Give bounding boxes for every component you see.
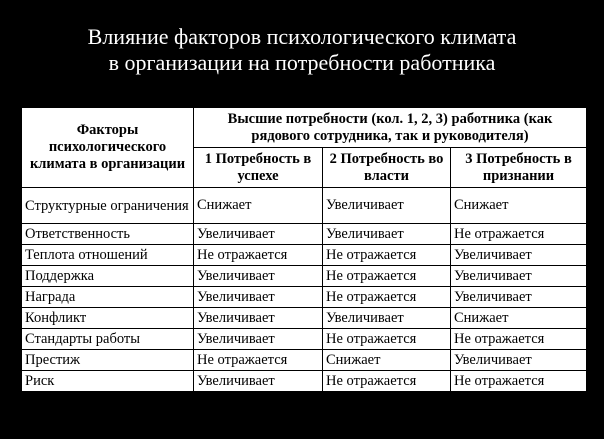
cell-recognition: Снижает [451, 188, 587, 224]
row-factor: Конфликт [22, 308, 194, 329]
cell-success: Увеличивает [194, 224, 323, 245]
table-row [22, 188, 587, 224]
row-factor: Поддержка [22, 266, 194, 287]
row-factor: Риск [22, 371, 194, 392]
cell-recognition: Увеличивает [451, 245, 587, 266]
needs-header: Высшие потребности (кол. 1, 2, 3) работника (как рядового сотрудника, так и руководителя) [194, 108, 587, 148]
column-header-power: 2 Потребность во власти [323, 148, 451, 188]
table-row [22, 308, 587, 329]
title-line-1: Влияние факторов психологического климата [87, 24, 517, 49]
cell-power: Не отражается [323, 371, 451, 392]
cell-power: Не отражается [323, 266, 451, 287]
row-factor: Награда [22, 287, 194, 308]
cell-power: Не отражается [323, 287, 451, 308]
table-row [22, 224, 587, 245]
table-row [22, 245, 587, 266]
cell-success: Снижает [194, 188, 323, 224]
table-row [22, 371, 587, 392]
table-row [22, 329, 587, 350]
cell-recognition: Снижает [451, 308, 587, 329]
cell-recognition: Не отражается [451, 371, 587, 392]
cell-recognition: Увеличивает [451, 350, 587, 371]
cell-recognition: Увеличивает [451, 266, 587, 287]
cell-recognition: Не отражается [451, 224, 587, 245]
slide-title [0, 24, 604, 76]
cell-success: Увеличивает [194, 287, 323, 308]
table-row [22, 350, 587, 371]
table-row [22, 287, 587, 308]
cell-power: Снижает [323, 350, 451, 371]
row-factor: Стандарты работы [22, 329, 194, 350]
row-factor: Престиж [22, 350, 194, 371]
cell-success: Увеличивает [194, 266, 323, 287]
table-row [22, 266, 587, 287]
cell-success: Увеличивает [194, 308, 323, 329]
cell-power: Увеличивает [323, 224, 451, 245]
cell-success: Увеличивает [194, 371, 323, 392]
cell-power: Не отражается [323, 329, 451, 350]
column-header-success: 1 Потребность в успехе [194, 148, 323, 188]
cell-success: Не отражается [194, 350, 323, 371]
row-factor: Теплота отношений [22, 245, 194, 266]
title-line-2: в организации на потребности работника [108, 50, 496, 75]
cell-power: Увеличивает [323, 308, 451, 329]
cell-success: Увеличивает [194, 329, 323, 350]
row-factor: Ответственность [22, 224, 194, 245]
cell-power: Увеличивает [323, 188, 451, 224]
cell-success: Не отражается [194, 245, 323, 266]
factor-column-header: Факторы психологического климата в организации [22, 108, 194, 188]
table-header-row [22, 108, 587, 148]
cell-power: Не отражается [323, 245, 451, 266]
cell-recognition: Увеличивает [451, 287, 587, 308]
row-factor: Структурные ограничения [22, 188, 194, 224]
cell-recognition: Не отражается [451, 329, 587, 350]
factors-table [21, 107, 587, 392]
column-header-recognition: 3 Потребность в признании [451, 148, 587, 188]
